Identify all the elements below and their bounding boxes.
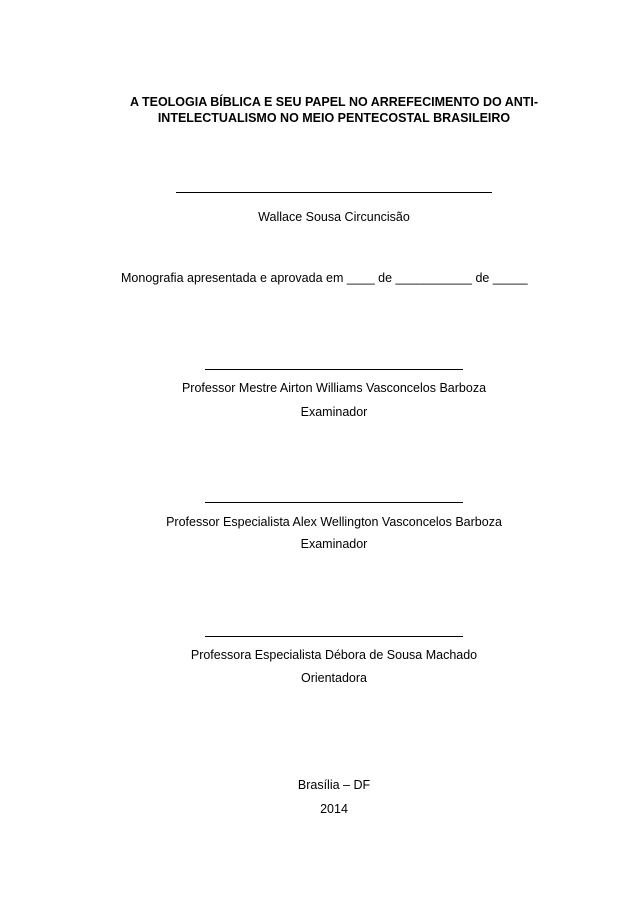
advisor-signature-line [205, 636, 463, 637]
location: Brasília – DF [297, 778, 371, 792]
title-line-2: INTELECTUALISMO NO MEIO PENTECOSTAL BRASILEIRO [157, 111, 511, 125]
advisor-role: Orientadora [300, 671, 367, 685]
author-signature-line [176, 192, 492, 193]
examiner-2-name: Professor Especialista Alex Wellington Vasconcelos Barboza [166, 515, 502, 529]
examiner-1-name: Professor Mestre Airton Williams Vasconcelos Barboza [181, 381, 487, 395]
year: 2014 [320, 802, 348, 816]
approval-statement: Monografia apresentada e aprovada em ____ de ___________ de _____ [121, 271, 528, 285]
advisor-name: Professora Especialista Débora de Sousa Machado [190, 648, 478, 662]
title-line-1: A TEOLOGIA BÍBLICA E SEU PAPEL NO ARREFECIMENTO DO ANTI- [129, 95, 539, 109]
examiner-2-role: Examinador [300, 537, 368, 551]
author-name: Wallace Sousa Circuncisão [258, 210, 410, 224]
document-title [100, 94, 568, 126]
examiner-1-signature-line [205, 369, 463, 370]
examiner-2-signature-line [205, 502, 463, 503]
examiner-1-role: Examinador [300, 405, 368, 419]
